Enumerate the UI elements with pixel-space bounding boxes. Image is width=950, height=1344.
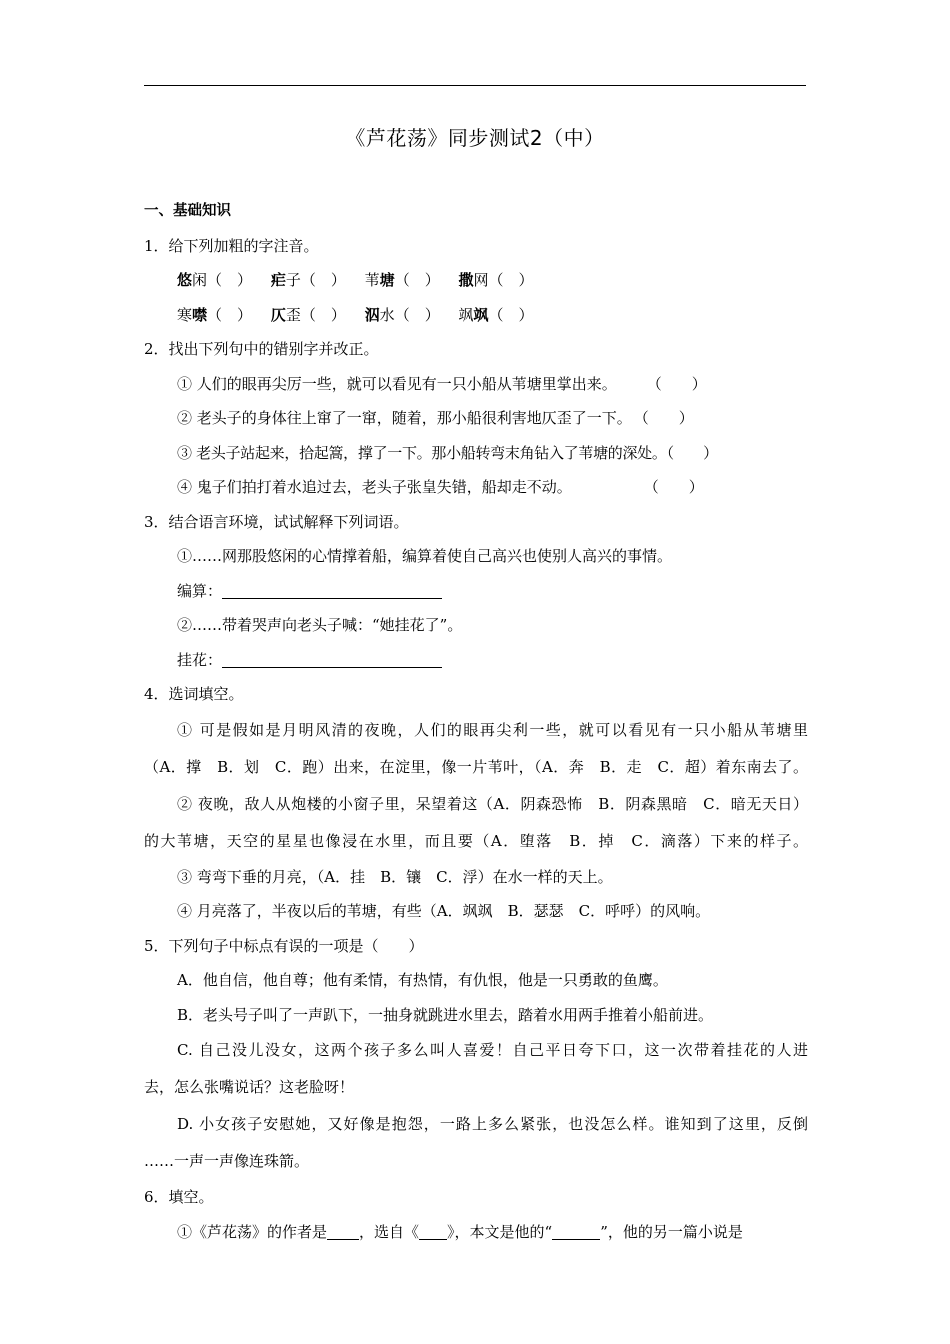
q5-option-d: D. 小女孩子安慰她，又好像是抱怨，一路上多么紧张，也没怎么样。谁知到了这里，反倒 [177, 1115, 808, 1133]
q3-sentence-2: ②……带着哭声向老头子喊：“她挂花了”。 [177, 616, 463, 634]
q5-option-c-cont: 去，怎么张嘴说话？这老脸呀！ [144, 1078, 355, 1096]
q5-option-a: A．他自信，他自尊；他有柔情，有热情，有仇恨，他是一只勇敢的鱼鹰。 [177, 971, 668, 989]
pinyin-item: 疟子（ ） [270, 271, 346, 289]
q2-item: ② 老头子的身体往上窜了一窜，随着，那小船很利害地仄歪了一下。 （ ） [177, 409, 694, 427]
q2-item: ④ 鬼子们拍打着水追过去，老头子张皇失错，船却走不动。 （ ） [177, 478, 704, 496]
q2-stem: 2．找出下列句中的错别字并改正。 [144, 340, 379, 358]
page-title: 《芦花荡》同步测试2（中） [345, 126, 605, 150]
pinyin-item: 泅水（ ） [364, 305, 440, 324]
answer-blank[interactable] [222, 578, 442, 599]
answer-blank[interactable] [222, 647, 442, 668]
answer-blank[interactable] [552, 1219, 600, 1240]
q5-option-d-cont: ……一声一声像连珠箭。 [144, 1152, 310, 1170]
q4-item-a-cont: （A．撑 B．划 C．跑）出来，在淀里，像一片苇叶，（A．奔 B．走 C．超）着东南去了。 [144, 757, 808, 776]
q1-row1 [144, 263, 808, 298]
q1-stem: 1．给下列加粗的字注音。 [144, 236, 319, 255]
q3-answer-2: 挂花： [144, 643, 808, 678]
pinyin-item: 寒噤（ ） [177, 305, 253, 324]
q2-item: ① 人们的眼再尖厉一些，就可以看见有一只小船从苇塘里掌出来。 （ ） [177, 374, 707, 393]
q2-item: ③ 老头子站起来，拾起篙，撑了一下。那小船转弯末角钻入了苇塘的深处。（ ） [177, 443, 718, 462]
pinyin-item: 撒网（ ） [458, 271, 534, 289]
q5-stem: 5．下列句子中标点有误的一项是（ ） [144, 936, 424, 955]
q4-stem: 4．选词填空。 [144, 685, 244, 703]
q1-row2 [144, 298, 808, 333]
pinyin-item: 仄歪（ ） [270, 305, 346, 324]
section-heading: 一、基础知识 [144, 203, 231, 219]
q4-item-d: ④ 月亮落了，半夜以后的苇塘，有些（A．飒飒 B．瑟瑟 C．呼呼）的风响。 [177, 902, 711, 920]
q5-option-b: B．老头号子叫了一声趴下，一抽身就跳进水里去，踏着水用两手推着小船前进。 [177, 1005, 714, 1024]
document-body [144, 194, 808, 1249]
pinyin-item: 飒飒（ ） [458, 305, 534, 324]
q4-item-b: ② 夜晚，敌人从炮楼的小窗子里，呆望着这（A．阴森恐怖 B．阴森黑暗 C．暗无天日） [177, 794, 808, 813]
q6-stem: 6．填空。 [144, 1188, 214, 1206]
q4-item-b-cont: 的大苇塘，天空的星星也像浸在水里，而且要（A．堕落 B．掉 C．滴落）下来的样子。 [144, 831, 808, 850]
q6-item-1: ①《芦花荡》的作者是 ，选自《 》，本文是他的“ ”，他的另一篇小说是 [144, 1215, 808, 1250]
q3-sentence-1: ①……网那股悠闲的心情撑着船，编算着使自己高兴也使别人高兴的事情。 [177, 547, 673, 565]
answer-blank[interactable] [327, 1219, 359, 1240]
q5-option-c: C. 自己没儿没女，这两个孩子多么叫人喜爱！自己平日夸下口，这一次带着挂花的人进 [177, 1041, 808, 1059]
q3-answer-1: 编算： [144, 574, 808, 609]
q4-item-a: ① 可是假如是月明风清的夜晚，人们的眼再尖利一些，就可以看见有一只小船从苇塘里 [177, 720, 808, 739]
q3-stem: 3．结合语言环境，试试解释下列词语。 [144, 512, 409, 531]
pinyin-item: 悠闲（ ） [177, 271, 253, 289]
answer-blank[interactable] [419, 1219, 447, 1240]
q4-item-c: ③ 弯弯下垂的月亮，（A．挂 B．镶 C．浮）在水一样的天上。 [177, 867, 613, 886]
header-rule [144, 85, 806, 86]
pinyin-item: 苇塘（ ） [364, 271, 440, 289]
